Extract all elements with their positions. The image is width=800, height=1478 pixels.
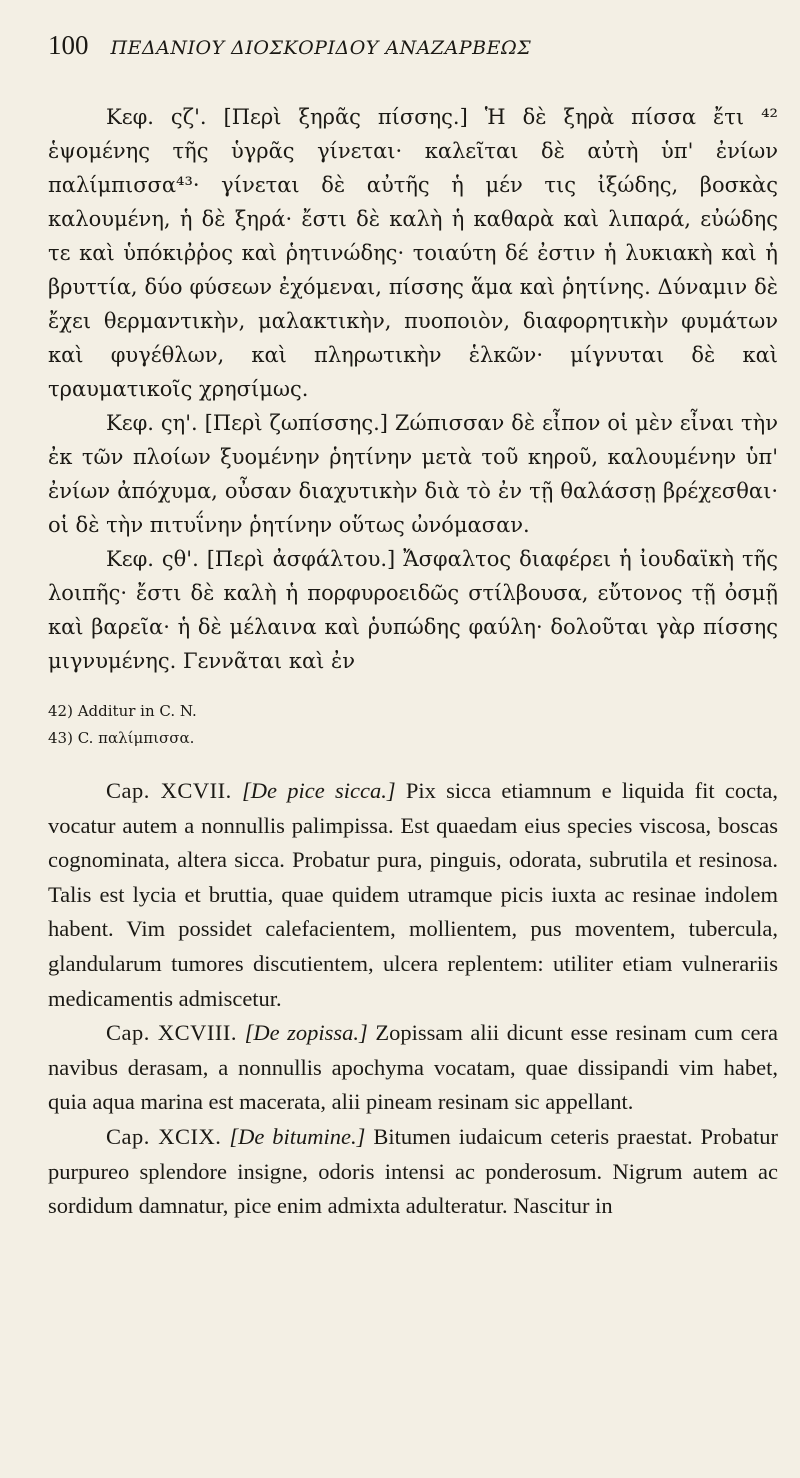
chapter-body: Bitumen iudaicum ceteris praestat. Probatur purpureo splendore insigne, odoris intensi ac ponderosum. Nigrum autem ac sordidum damnatur, pice enim admixta adulteratur. Nascitur in <box>48 1123 778 1219</box>
chapter-title: [De pice sicca.] <box>242 778 396 803</box>
chapter-title: [Περὶ ξηρᾶς πίσσης.] <box>223 105 468 129</box>
greek-chapter-98 <box>48 406 778 542</box>
chapter-number: Κεφ. ςθ'. <box>106 547 199 571</box>
running-title: ΠΕΔΑΝΙΟΥ ΔΙΟΣΚΟΡΙΔΟΥ ΑΝΑΖΑΡΒΕΩΣ <box>110 37 532 59</box>
page-header <box>48 30 778 70</box>
latin-text-block <box>48 774 778 1224</box>
chapter-body: Zopissam alii dicunt esse resinam cum cera navibus derasam, a nonnullis apochyma vocatam, quae dissipandi vim habet, quia aqua marina est macerata, alii pineam resinam sic appellant. <box>48 1020 779 1115</box>
footnote: 43) C. παλίμπισσα. <box>48 729 195 747</box>
chapter-number: Cap. XCVII. <box>106 778 232 803</box>
page-number: 100 <box>48 30 89 60</box>
chapter-number: Cap. XCIX. <box>106 1123 222 1149</box>
chapter-number: Κεφ. ςζ'. <box>106 105 207 129</box>
greek-chapter-99 <box>48 542 778 678</box>
chapter-title: [Περὶ ζωπίσσης.] <box>204 411 388 435</box>
footnote: 42) Additur in C. N. <box>48 702 197 720</box>
chapter-title: [Περὶ ἀσφάλτου.] <box>206 547 396 571</box>
greek-chapter-97 <box>48 100 778 406</box>
chapter-title: [De bitumine.] <box>229 1123 366 1149</box>
latin-chapter-98 <box>48 1016 778 1120</box>
chapter-body: Pix sicca etiamnum e liquida fit cocta, vocatur autem a nonnullis palimpissa. Est quaedam eius species viscosa, boscas cognominata, altera sicca. Probatur pura, pinguis, odorata, subrutila et resinosa. Talis est lycia et bruttia, quae quidem utramque picis iuxta ac resinae indolem habent. Vim possidet calefacientem, mollientem, pus moventem, tubercula, glandularum tumores discutientem, ulcera replentem: utiliter etiam vulnerariis medicamentis admiscetur. <box>48 778 778 1011</box>
chapter-number: Cap. XCVIII. <box>106 1020 238 1046</box>
chapter-body: Ζώπισσαν δὲ εἶπον οἱ μὲν εἶναι τὴν ἐκ τῶν πλοίων ξυομένην ῥητίνην μετὰ τοῦ κηροῦ, καλουμένην ὑπ' ἐνίων ἀπόχυμα, οὖσαν διαχυτικὴν διὰ τὸ ἐν τῇ θαλάσσῃ βρέχεσθαι· οἱ δὲ τὴν πιτυΐνην ῥητίνην οὕτως ὠνόμασαν. <box>48 411 778 537</box>
chapter-body: Ἡ δὲ ξηρὰ πίσσα ἔτι ⁴² ἑψομένης τῆς ὑγρᾶς γίνεται· καλεῖται δὲ αὐτὴ ὑπ' ἐνίων παλίμπισσα⁴³· γίνεται δὲ αὐτῆς ἡ μέν τις ἰξώδης, βοσκὰς καλουμένη, ἡ δὲ ξηρά· ἔστι δὲ καλὴ ἡ καθαρὰ καὶ λιπαρά, εὐώδης τε καὶ ὑπόκιῤῥος καὶ ῥητινώδης· τοιαύτη δέ ἐστιν ἡ λυκιακὴ καὶ ἡ βρυττία, δύο φύσεων ἐχόμεναι, πίσσης ἅμα καὶ ῥητίνης. Δύναμιν δὲ ἔχει θερμαντικὴν, μαλακτικὴν, πυοποιὸν, διαφορητικὴν φυμάτων καὶ φυγέθλων, καὶ πληρωτικὴν ἑλκῶν· μίγνυται δὲ καὶ τραυματικοῖς χρησίμως. <box>48 105 778 401</box>
chapter-number: Κεφ. ςη'. <box>106 411 198 435</box>
chapter-body: Ἄσφαλτος διαφέρει ἡ ἰουδαϊκὴ τῆς λοιπῆς· ἔστι δὲ καλὴ ἡ πορφυροειδῶς στίλβουσα, εὔτονος τῇ ὀσμῇ καὶ βαρεῖα· ἡ δὲ μέλαινα καὶ ῥυπώδης φαύλη· δολοῦται γὰρ πίσσης μιγνυμένης. Γεννᾶται καὶ ἐν <box>48 547 778 673</box>
chapter-title: [De zopissa.] <box>244 1020 368 1046</box>
footnotes <box>48 698 778 752</box>
latin-chapter-99 <box>48 1120 778 1224</box>
greek-text-block <box>48 100 778 678</box>
latin-chapter-97 <box>48 774 778 1016</box>
